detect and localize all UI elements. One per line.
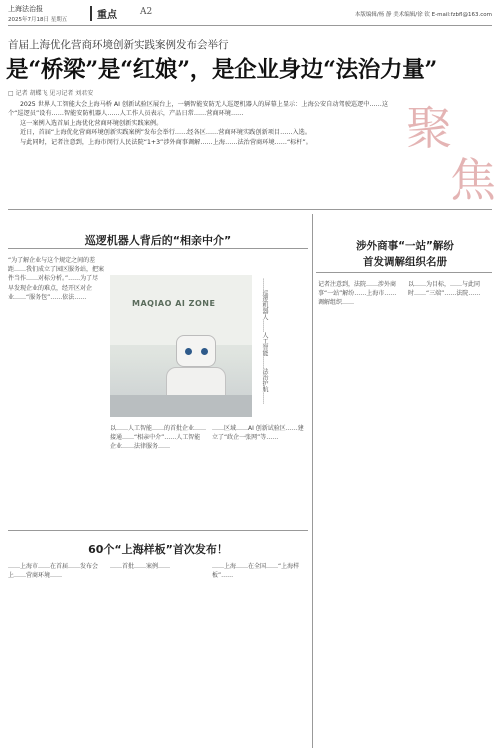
masthead bbox=[8, 4, 492, 26]
photo-table bbox=[110, 395, 252, 417]
section-name: 重点 bbox=[90, 6, 117, 21]
page-number: A2 bbox=[140, 7, 153, 17]
column-text: 记者注意到，法院……涉外商事“一站”解纷……上海市……调解组织…… bbox=[318, 281, 397, 307]
lead-paragraph: 2025 世界人工智能大会上海马桥 AI 创新试验区展台上，一辆智能安防无人巡逻机器人的屏幕上显示：上海公安自动驾驶巡逻中……这个“巡逻员”设有……智能安防机器人……人工作人员表示，产品日常……营商环境…… bbox=[8, 101, 389, 118]
photo-sign: MAQIAO AI ZONE bbox=[132, 299, 216, 308]
article-kicker: 首届上海优化营商环境创新实践案例发布会举行 bbox=[8, 39, 229, 51]
decor-char: 聚 bbox=[406, 101, 452, 155]
text-column bbox=[8, 562, 104, 748]
paper-name: 上海法治报 bbox=[8, 5, 43, 13]
robot-head bbox=[176, 335, 216, 367]
article-lead bbox=[8, 100, 394, 147]
subheading-patrol-robot: 巡逻机器人背后的“相亲中介” bbox=[84, 234, 232, 247]
text-column bbox=[212, 424, 308, 524]
column-divider bbox=[312, 214, 313, 748]
decor-char: 焦 bbox=[450, 153, 496, 207]
subheading-mediation-list: 首发调解组织名册 bbox=[363, 256, 447, 268]
subheading-shanghai-model: 60个“上海样板”首次发布！ bbox=[88, 543, 228, 556]
paper-date: 2025年7月18日 星期五 bbox=[8, 17, 68, 23]
subheading-foreign-mediation: 涉外商事“一站”解纷 bbox=[356, 240, 454, 252]
robot-photo bbox=[110, 275, 252, 417]
divider bbox=[316, 272, 492, 273]
text-column bbox=[212, 562, 308, 748]
column-text: ……上海市……在首届……发布会上……营商环境…… bbox=[8, 563, 99, 580]
editor-credits: 本版编辑/杨 静 美术编辑/徐 钦 E-mail:fzbfl@163.com bbox=[354, 12, 492, 18]
divider bbox=[8, 248, 308, 249]
column-text: 以……人工智能……的首批企业……接通……“相亲中介”……人工智能企业……法律服务…… bbox=[110, 425, 207, 451]
text-column bbox=[110, 562, 206, 748]
photo-caption: ……巡逻机器人……人工智能……法治护航…… bbox=[261, 278, 268, 404]
robot-eye bbox=[201, 348, 208, 355]
column-text: ……区域……AI 创新试验区……建立了“政企一张网”等…… bbox=[212, 425, 304, 442]
column-text: “为了解企业与这个规定之间的差距……我们成立了园区服务站，把案件当作……对标分析。”……为了尽早发现企业的难点，经开区对企业……“服务包”……依法…… bbox=[8, 257, 105, 301]
divider bbox=[8, 530, 308, 531]
lead-paragraph: 这一案例入选首届上海优化营商环境创新实践案例。 bbox=[20, 119, 163, 127]
robot-eye bbox=[185, 348, 192, 355]
section-decoration bbox=[404, 92, 500, 210]
article-headline: 是“桥梁”是“红娘”，是企业身边“法治力量” bbox=[6, 57, 438, 83]
article-byline: □ 记者 胡蝶飞 见习记者 刘君安 bbox=[8, 90, 94, 97]
divider bbox=[8, 209, 492, 210]
lead-paragraph: 近日，首届“上海优化营商环境创新实践案例”发布会举行……经各区……营商环境实践创新项目……入选。 bbox=[20, 129, 312, 137]
column-text: ……首批……案例…… bbox=[110, 563, 171, 570]
column-text: 以……为目标，……与此同时……“三端”……法院…… bbox=[408, 281, 481, 298]
text-column bbox=[8, 256, 104, 526]
lead-paragraph: 与此同时，记者注意到，上海市闵行人民法院“1+3”涉外商事调解……上海……法治营商环境……“标杆”。 bbox=[20, 138, 312, 146]
text-column bbox=[318, 280, 402, 746]
column-text: ……上海……在全国……“上海样板”…… bbox=[212, 563, 300, 580]
text-column bbox=[408, 280, 492, 746]
text-column bbox=[110, 424, 206, 524]
